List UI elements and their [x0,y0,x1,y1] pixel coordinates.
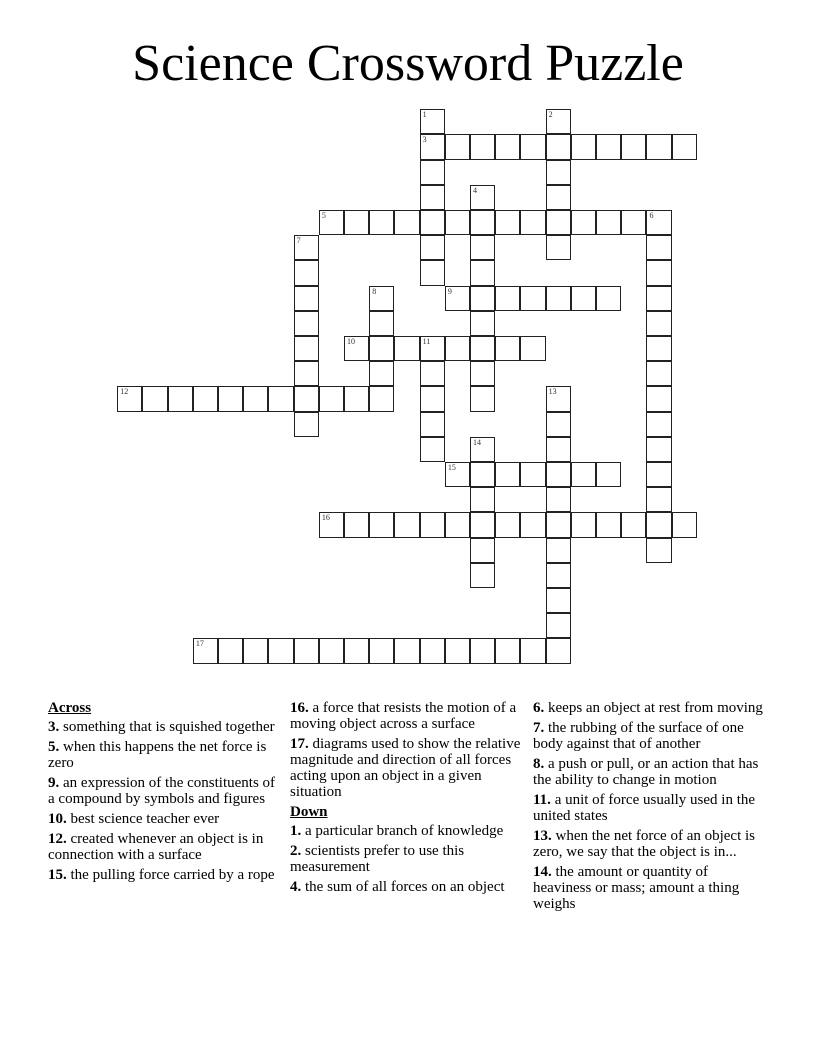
crossword-cell[interactable] [445,638,470,663]
crossword-cell[interactable] [420,109,445,134]
clue-number: 15. [48,867,67,883]
crossword-cell[interactable] [672,134,697,159]
crossword-cell[interactable] [571,512,596,537]
crossword-cell[interactable] [445,134,470,159]
crossword-cell[interactable] [596,512,621,537]
crossword-cell[interactable] [470,286,495,311]
crossword-cell[interactable] [646,437,671,462]
crossword-cell[interactable] [394,336,419,361]
clue-number: 17 [195,639,204,649]
clue-number: 2 [548,110,553,120]
crossword-cell[interactable] [420,210,445,235]
crossword-cell[interactable] [520,286,545,311]
clue-text: a push or pull, or an action that has the ability to change in motion [533,756,759,788]
crossword-cell[interactable] [470,134,495,159]
crossword-cell[interactable] [596,210,621,235]
crossword-cell[interactable] [369,386,394,411]
crossword-cell[interactable] [520,134,545,159]
crossword-cell[interactable] [420,185,445,210]
crossword-cell[interactable] [294,235,319,260]
crossword-cell[interactable] [369,638,394,663]
crossword-cell[interactable] [596,134,621,159]
crossword-cell[interactable] [369,286,394,311]
crossword-cell[interactable] [646,361,671,386]
crossword-cell[interactable] [319,210,344,235]
clue-text: scientists prefer to use this measurement [290,843,465,875]
crossword-cell[interactable] [420,437,445,462]
crossword-cell[interactable] [672,512,697,537]
crossword-cell[interactable] [193,638,218,663]
crossword-cell[interactable] [243,386,268,411]
crossword-cell[interactable] [420,260,445,285]
clue-number: 9. [48,775,60,791]
crossword-cell[interactable] [470,311,495,336]
clue-text: something that is squished together [63,719,275,735]
crossword-cell[interactable] [520,638,545,663]
clue-text: when this happens the net force is zero [48,739,267,771]
across-clue [48,811,284,827]
crossword-cell[interactable] [117,386,142,411]
crossword-cell[interactable] [520,336,545,361]
clue-number: 11 [422,337,431,347]
clue-number: 15 [447,463,456,473]
crossword-cell[interactable] [142,386,167,411]
crossword-cell[interactable] [344,336,369,361]
clue-text: a force that resists the motion of a moving object across a surface [290,700,517,732]
crossword-cell[interactable] [344,638,369,663]
crossword-cell[interactable] [571,134,596,159]
clue-text: an expression of the constituents of a compound by symbols and figures [48,775,276,807]
down-clue [290,823,526,839]
across-clue [48,867,284,883]
down-clue [533,828,769,860]
crossword-cell[interactable] [470,638,495,663]
crossword-cell[interactable] [546,638,571,663]
clue-number: 9 [447,286,452,296]
crossword-cell[interactable] [369,336,394,361]
crossword-cell[interactable] [495,286,520,311]
crossword-cell[interactable] [571,286,596,311]
crossword-cell[interactable] [369,210,394,235]
clue-number: 13. [533,828,552,844]
crossword-cell[interactable] [168,386,193,411]
crossword-cell[interactable] [445,336,470,361]
clue-number: 17. [290,736,309,752]
crossword-cell[interactable] [243,638,268,663]
down-clue [533,792,769,824]
crossword-cell[interactable] [546,286,571,311]
crossword-cell[interactable] [294,311,319,336]
crossword-cell[interactable] [445,286,470,311]
crossword-cell[interactable] [420,638,445,663]
crossword-cell[interactable] [520,210,545,235]
crossword-cell[interactable] [646,286,671,311]
crossword-cell[interactable] [470,487,495,512]
crossword-cell[interactable] [546,512,571,537]
crossword-cell[interactable] [420,361,445,386]
crossword-cell[interactable] [520,462,545,487]
crossword-cell[interactable] [495,512,520,537]
crossword-cell[interactable] [646,462,671,487]
crossword-cell[interactable] [344,210,369,235]
clue-number: 14 [473,437,482,447]
crossword-cell[interactable] [546,412,571,437]
crossword-cell[interactable] [646,134,671,159]
crossword-cell[interactable] [470,386,495,411]
crossword-cell[interactable] [546,487,571,512]
crossword-cell[interactable] [546,437,571,462]
clue-text: created whenever an object is in connection with a surface [48,831,264,863]
crossword-cell[interactable] [344,512,369,537]
down-clue [290,843,526,875]
crossword-cell[interactable] [294,386,319,411]
crossword-cell[interactable] [294,286,319,311]
clue-number: 10. [48,811,67,827]
crossword-cell[interactable] [294,361,319,386]
clue-number: 16. [290,700,309,716]
crossword-cell[interactable] [646,235,671,260]
clue-text: the sum of all forces on an object [305,879,505,895]
crossword-cell[interactable] [646,512,671,537]
crossword-cell[interactable] [470,260,495,285]
crossword-cell[interactable] [495,134,520,159]
clue-number: 2. [290,843,302,859]
clue-number: 8 [372,286,377,296]
crossword-cell[interactable] [546,386,571,411]
crossword-cell[interactable] [294,412,319,437]
crossword-cell[interactable] [470,538,495,563]
clue-number: 3. [48,719,60,735]
crossword-cell[interactable] [369,311,394,336]
clue-number: 5. [48,739,60,755]
crossword-cell[interactable] [495,336,520,361]
crossword-cell[interactable] [369,361,394,386]
crossword-cell[interactable] [646,538,671,563]
across-clue [48,775,284,807]
crossword-cell[interactable] [546,210,571,235]
clue-number: 1 [422,110,427,120]
crossword-cell[interactable] [394,512,419,537]
down-clue [290,879,526,895]
crossword-cell[interactable] [268,386,293,411]
crossword-cell[interactable] [546,160,571,185]
clue-number: 16 [321,513,330,523]
clues-column-3 [533,700,769,916]
crossword-cell[interactable] [319,638,344,663]
crossword-cell[interactable] [546,588,571,613]
across-clue [48,739,284,771]
crossword-cell[interactable] [319,512,344,537]
clue-number: 6 [649,211,654,221]
crossword-cell[interactable] [394,210,419,235]
clue-text: best science teacher ever [70,811,220,827]
clue-text: when the net force of an object is zero, we say that the object is in... [533,828,756,860]
clue-number: 4 [473,185,478,195]
crossword-cell[interactable] [621,134,646,159]
crossword-cell[interactable] [546,235,571,260]
crossword-cell[interactable] [420,386,445,411]
crossword-cell[interactable] [470,563,495,588]
crossword-cell[interactable] [470,361,495,386]
clue-number: 1. [290,823,302,839]
clue-number: 7 [296,236,301,246]
down-heading: Down [290,804,328,820]
crossword-cell[interactable] [495,638,520,663]
down-clue [533,756,769,788]
clue-number: 10 [347,337,356,347]
crossword-cell[interactable] [344,386,369,411]
crossword-cell[interactable] [420,412,445,437]
clues-column-2 [290,700,526,899]
clue-number: 12. [48,831,67,847]
crossword-cell[interactable] [470,235,495,260]
crossword-cell[interactable] [646,412,671,437]
crossword-cell[interactable] [445,210,470,235]
crossword-cell[interactable] [445,462,470,487]
down-clue [533,864,769,912]
crossword-cell[interactable] [546,613,571,638]
crossword-cell[interactable] [646,311,671,336]
crossword-cell[interactable] [621,512,646,537]
crossword-cell[interactable] [646,210,671,235]
clue-number: 4. [290,879,302,895]
crossword-cell[interactable] [470,462,495,487]
crossword-cell[interactable] [470,437,495,462]
crossword-cell[interactable] [646,260,671,285]
crossword-cell[interactable] [596,286,621,311]
crossword-cell[interactable] [420,512,445,537]
crossword-cell[interactable] [571,210,596,235]
crossword-cell[interactable] [420,235,445,260]
clues-column-1 [48,700,284,887]
crossword-cell[interactable] [571,462,596,487]
clue-text: a particular branch of knowledge [305,823,504,839]
down-clue [533,700,769,716]
down-clue [533,720,769,752]
crossword-cell[interactable] [369,512,394,537]
clue-number: 12 [120,387,129,397]
across-clue [290,736,526,800]
crossword-cell[interactable] [546,185,571,210]
page-title: Science Crossword Puzzle [132,35,684,92]
crossword-cell[interactable] [546,462,571,487]
crossword-cell[interactable] [294,638,319,663]
across-clue [48,719,284,735]
crossword-cell[interactable] [319,386,344,411]
across-clue [290,700,526,732]
crossword-cell[interactable] [546,134,571,159]
clue-number: 3 [422,135,427,145]
clue-text: the rubbing of the surface of one body against that of another [533,720,744,752]
crossword-cell[interactable] [646,336,671,361]
clue-number: 14. [533,864,552,880]
crossword-cell[interactable] [520,512,545,537]
crossword-cell[interactable] [218,386,243,411]
clue-number: 7. [533,720,545,736]
clue-text: a unit of force usually used in the united states [533,792,756,824]
clue-text: diagrams used to show the relative magnitude and direction of all forces acting upon an object in a given situation [290,736,521,800]
crossword-cell[interactable] [621,210,646,235]
crossword-cell[interactable] [294,260,319,285]
clue-number: 13 [548,387,557,397]
crossword-cell[interactable] [596,462,621,487]
crossword-cell[interactable] [470,336,495,361]
crossword-cell[interactable] [294,336,319,361]
crossword-cell[interactable] [546,109,571,134]
clue-text: the amount or quantity of heaviness or mass; amount a thing weighs [533,864,740,912]
clue-text: the pulling force carried by a rope [70,867,275,883]
crossword-cell[interactable] [646,487,671,512]
clue-number: 8. [533,756,545,772]
crossword-cell[interactable] [470,512,495,537]
crossword-cell[interactable] [420,336,445,361]
across-heading: Across [48,700,92,716]
crossword-cell[interactable] [495,462,520,487]
crossword-cell[interactable] [268,638,293,663]
crossword-cell[interactable] [495,210,520,235]
clue-text: keeps an object at rest from moving [548,700,763,716]
crossword-cell[interactable] [218,638,243,663]
crossword-cell[interactable] [546,563,571,588]
crossword-cell[interactable] [420,134,445,159]
clue-number: 11. [533,792,551,808]
clue-number: 6. [533,700,545,716]
crossword-cell[interactable] [193,386,218,411]
crossword-cell[interactable] [420,160,445,185]
clue-number: 5 [321,211,326,221]
crossword-cell[interactable] [470,210,495,235]
across-clue [48,831,284,863]
crossword-cell[interactable] [445,512,470,537]
crossword-cell[interactable] [646,386,671,411]
crossword-cell[interactable] [394,638,419,663]
crossword-cell[interactable] [546,538,571,563]
crossword-cell[interactable] [470,185,495,210]
